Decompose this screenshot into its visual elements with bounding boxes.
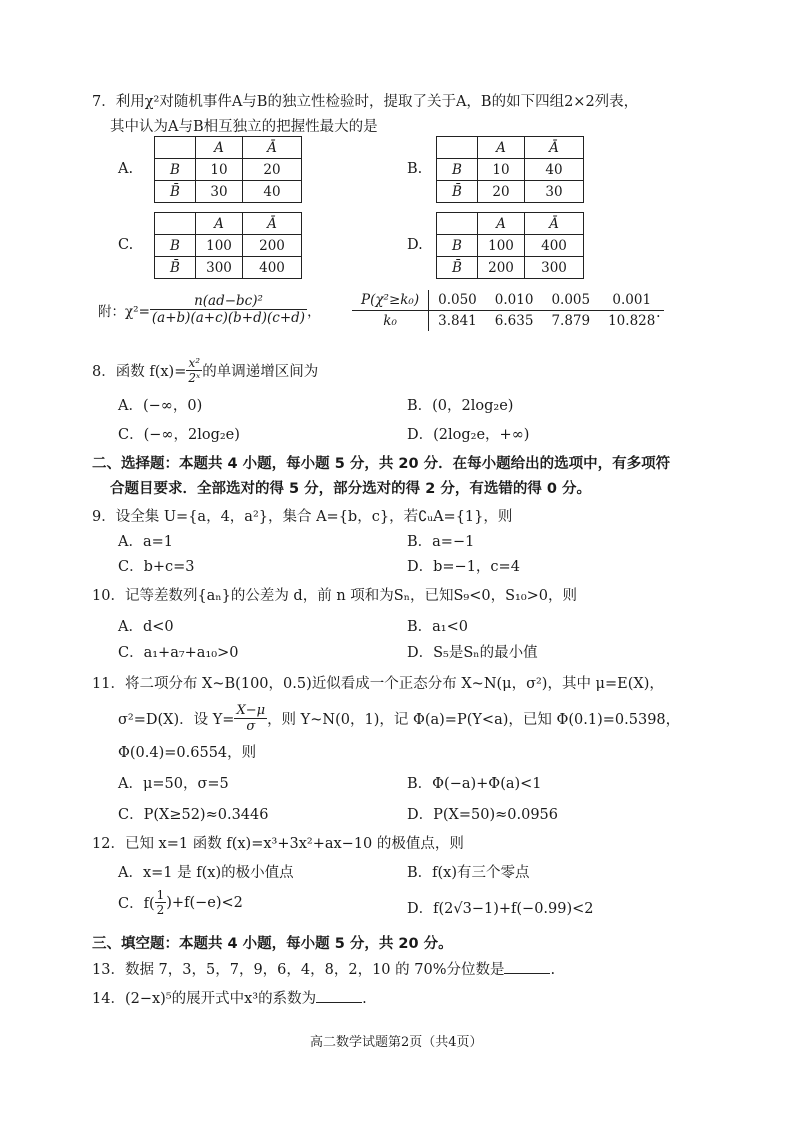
q8-fraction xyxy=(186,356,202,385)
q9-stem: 9．设全集 U={a，4，a²}，集合 A={b，c}，若∁ᵤA={1}，则 xyxy=(92,509,513,525)
table-cell: 20 xyxy=(478,181,525,203)
table-cell: P(χ²≥k₀) xyxy=(352,290,429,311)
formula-numerator: n(ad−bc)² xyxy=(150,293,307,310)
q12-option-d: D．f(2√3−1)+f(−0.99)<2 xyxy=(407,901,594,917)
table-cell: 0.050 xyxy=(429,290,486,311)
table-cell: 10.828 xyxy=(608,313,656,329)
q11-stem-line3: Φ(0.4)=0.6554，则 xyxy=(118,745,257,761)
q10-option-d: D．S₅是Sₙ的最小值 xyxy=(407,645,538,661)
table-cell: 200 xyxy=(243,235,302,257)
table-cell: 0.001 xyxy=(599,290,664,311)
q9-option-d: D．b=−1，c=4 xyxy=(407,559,520,575)
q13-stem xyxy=(92,958,555,979)
table-cell: 100 xyxy=(478,235,525,257)
table-cell: Ā xyxy=(525,213,584,235)
q11-line2-post: ，则 Y~N(0，1)，记 Φ(a)=P(Y<a)，已知 Φ(0.1)=0.5398， xyxy=(267,712,681,728)
q7-option-d-label: D. xyxy=(407,237,423,253)
q10-option-c: C．a₁+a₇+a₁₀>0 xyxy=(118,645,239,661)
table-cell: 6.635 xyxy=(494,313,534,329)
table-cell: 40 xyxy=(243,181,302,203)
table-cell: 300 xyxy=(525,257,584,279)
formula-prefix: 附：χ²= xyxy=(98,303,150,320)
q14-stem xyxy=(92,987,367,1008)
q11-fraction-den: σ xyxy=(246,719,256,734)
table-cell xyxy=(155,137,196,159)
table-cell: B̄ xyxy=(155,257,196,279)
table-cell: A xyxy=(196,137,243,159)
table-cell: A xyxy=(196,213,243,235)
q14-answer-blank[interactable] xyxy=(316,988,362,1003)
table-cell: A xyxy=(478,213,525,235)
chi-square-formula xyxy=(98,293,321,326)
table-cell: Ā xyxy=(243,213,302,235)
table-cell: 20 xyxy=(243,159,302,181)
table-cell: B xyxy=(437,159,478,181)
q11-option-c: C．P(X≥52)≈0.3446 xyxy=(118,807,269,823)
q9-option-b: B．a=−1 xyxy=(407,534,475,550)
q8-stem-post: 的单调递增区间为 xyxy=(202,364,319,380)
q11-stem-line1: 11．将二项分布 X~B(100，0.5)近似看成一个正态分布 X~N(μ，σ²)，其中 μ=E(X)， xyxy=(92,676,664,692)
formula-fraction xyxy=(150,293,307,326)
q13-answer-blank[interactable] xyxy=(504,959,550,974)
table-cell: k₀ xyxy=(352,311,429,332)
q9-option-c: C．b+c=3 xyxy=(118,559,195,575)
table-cell: 3.841 xyxy=(438,313,477,329)
q12-c-fraction-num: 1 xyxy=(156,888,165,902)
q7-option-a-label: A. xyxy=(118,161,134,177)
q13-end: . xyxy=(550,962,556,978)
q11-option-b: B．Φ(−a)+Φ(a)<1 xyxy=(407,776,542,792)
q7-table-d xyxy=(436,212,584,279)
q7-table-b xyxy=(436,136,584,203)
table-cell: 30 xyxy=(525,181,584,203)
chi-square-critical-table xyxy=(352,290,664,331)
table-cell: B xyxy=(155,159,196,181)
q8-option-b: B．(0，2log₂e) xyxy=(407,398,514,414)
table-cell: B̄ xyxy=(437,257,478,279)
section-3-heading: 三、填空题：本题共 4 小题，每小题 5 分，共 20 分。 xyxy=(92,936,453,952)
q14-end: . xyxy=(362,991,367,1007)
q11-line2-pre: σ²=D(X)．设 Y= xyxy=(118,712,235,728)
table-cell: A xyxy=(478,137,525,159)
q12-c-fraction-den: 2 xyxy=(156,903,165,917)
q8-fraction-den: 2ˣ xyxy=(188,371,201,385)
q13-stem-text: 13．数据 7，3，5，7，9，6，4，8，2，10 的 70%分位数是 xyxy=(92,962,505,978)
table-cell: 200 xyxy=(478,257,525,279)
section-2-heading-line2: 合题目要求．全部选对的得 5 分，部分选对的得 2 分，有选错的得 0 分。 xyxy=(110,481,592,497)
table-cell: 30 xyxy=(196,181,243,203)
table-cell: Ā xyxy=(525,137,584,159)
formula-separator: ， xyxy=(307,303,321,320)
q7-stem-line2: 其中认为A与B相互独立的把握性最大的是 xyxy=(110,119,378,135)
q7-option-c-label: C. xyxy=(118,237,134,253)
table-cell: 100 xyxy=(196,235,243,257)
q12-option-b: B．f(x)有三个零点 xyxy=(407,865,530,881)
formula-denominator: (a+b)(a+c)(b+d)(c+d) xyxy=(151,310,306,326)
q12-c-post: )+f(−e)<2 xyxy=(166,894,243,911)
q10-stem: 10．记等差数列{aₙ}的公差为 d，前 n 项和为Sₙ，已知S₉<0，S₁₀>0，则 xyxy=(92,588,578,604)
table-cell xyxy=(437,213,478,235)
q11-fraction-num: X−μ xyxy=(236,703,266,718)
table-cell: B̄ xyxy=(437,181,478,203)
q7-option-b-label: B. xyxy=(407,161,423,177)
q8-stem xyxy=(92,356,318,385)
q7-end-mark: . xyxy=(656,305,661,321)
q8-option-d: D．(2log₂e，+∞) xyxy=(407,427,530,443)
table-cell: B̄ xyxy=(155,181,196,203)
table-cell: 10 xyxy=(196,159,243,181)
q10-option-b: B．a₁<0 xyxy=(407,619,468,635)
q12-c-pre: C．f( xyxy=(118,896,155,912)
table-cell: 0.010 xyxy=(486,290,543,311)
q9-option-a: A．a=1 xyxy=(118,534,173,550)
q11-option-d: D．P(X=50)≈0.0956 xyxy=(407,807,559,823)
table-cell: 300 xyxy=(196,257,243,279)
q12-stem: 12．已知 x=1 函数 f(x)=x³+3x²+ax−10 的极值点，则 xyxy=(92,836,464,852)
q11-fraction xyxy=(234,703,267,734)
table-cell: 40 xyxy=(525,159,584,181)
q12-option-c xyxy=(118,888,243,917)
q8-stem-pre: 8．函数 f(x)= xyxy=(92,364,187,380)
table-cell: 7.879 xyxy=(551,313,591,329)
section-2-heading-line1: 二、选择题：本题共 4 小题，每小题 5 分，共 20 分．在每小题给出的选项中，有多项符 xyxy=(92,456,671,472)
q11-stem-line2 xyxy=(118,703,680,734)
q7-stem-line1: 7．利用χ²对随机事件A与B的独立性检验时，提取了关于A，B的如下四组2×2列表， xyxy=(92,94,639,110)
q14-stem-text: 14．(2−x)⁵的展开式中x³的系数为 xyxy=(92,991,317,1007)
table-cell: 400 xyxy=(525,235,584,257)
q12-c-fraction xyxy=(155,888,167,917)
q8-option-a: A．(−∞，0) xyxy=(118,398,203,414)
q11-option-a: A．μ=50，σ=5 xyxy=(118,776,229,792)
q8-fraction-num: x² xyxy=(186,356,202,371)
q7-table-a xyxy=(154,136,302,203)
q10-option-a: A．d<0 xyxy=(118,619,174,635)
q7-table-c xyxy=(154,212,302,279)
table-cell: 0.005 xyxy=(542,290,599,311)
table-cell: 10 xyxy=(478,159,525,181)
page-footer: 高二数学试题第2页（共4页） xyxy=(310,1035,483,1050)
q12-option-a: A．x=1 是 f(x)的极小值点 xyxy=(118,865,294,881)
table-cell: B xyxy=(155,235,196,257)
table-cell xyxy=(437,137,478,159)
table-cell: Ā xyxy=(243,137,302,159)
q8-option-c: C．(−∞，2log₂e) xyxy=(118,427,240,443)
table-cell: B xyxy=(437,235,478,257)
table-cell xyxy=(155,213,196,235)
table-cell: 400 xyxy=(243,257,302,279)
